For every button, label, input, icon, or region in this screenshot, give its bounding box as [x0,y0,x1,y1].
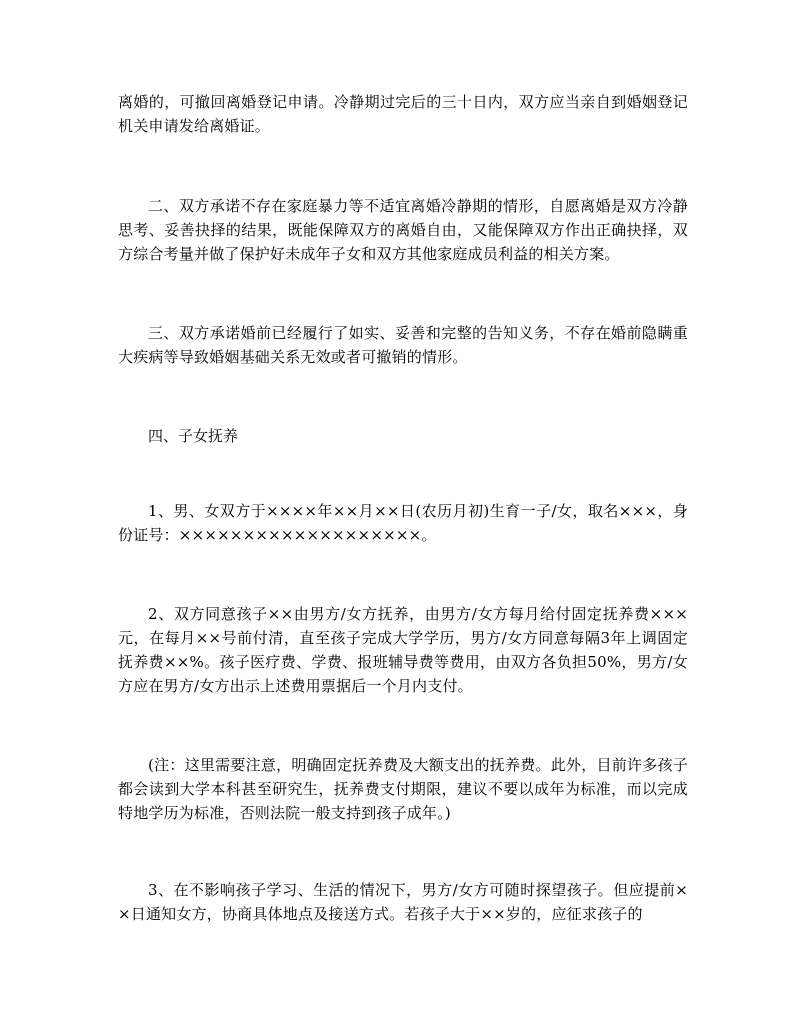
section-heading-child-custody: 四、子女抚养 [148,427,239,445]
paragraph-cooling-period-end: 离婚的，可撤回离婚登记申请。冷静期过完后的三十日内，双方应当亲自到婚姻登记机关申请发给离婚证。 [118,93,688,135]
paragraph-visitation: 3、在不影响孩子学习、生活的情况下，男方/女方可随时探望孩子。但应提前××日通知女方，协商具体地点及接送方式。若孩子大于××岁的，应征求孩子的 [118,881,688,923]
paragraph-item-three: 三、双方承诺婚前已经履行了如实、妥善和完整的告知义务，不存在婚前隐瞒重大疾病等导致婚姻基础关系无效或者可撤销的情形。 [118,324,688,366]
paragraph-note: (注：这里需要注意，明确固定抚养费及大额支出的抚养费。此外，目前许多孩子都会读到大学本科甚至研究生，抚养费支付期限，建议不要以成年为标准，而以完成特地学历为标准，否则法院一般支持到孩子成年。) [118,756,688,822]
paragraph-child-support: 2、双方同意孩子××由男方/女方抚养，由男方/女方每月给付固定抚养费×××元，在每月××号前付清，直至孩子完成大学学历，男方/女方同意每隔3年上调固定抚养费××%。孩子医疗费、学费、报班辅导费等费用，由双方各负担50%，男方/女方应在男方/女方出示上述费用票据后一个月内支付。 [118,605,688,695]
paragraph-child-birth-info: 1、男、女双方于××××年××月××日(农历月初)生育一子/女，取名×××，身份证号：×××××××××××××××××××。 [118,502,688,544]
paragraph-item-two: 二、双方承诺不存在家庭暴力等不适宜离婚冷静期的情形，自愿离婚是双方冷静思考、妥善抉择的结果，既能保障双方的离婚自由，又能保障双方作出正确抉择，双方综合考量并做了保护好未成年子女和双方其他家庭成员利益的相关方案。 [118,197,688,263]
